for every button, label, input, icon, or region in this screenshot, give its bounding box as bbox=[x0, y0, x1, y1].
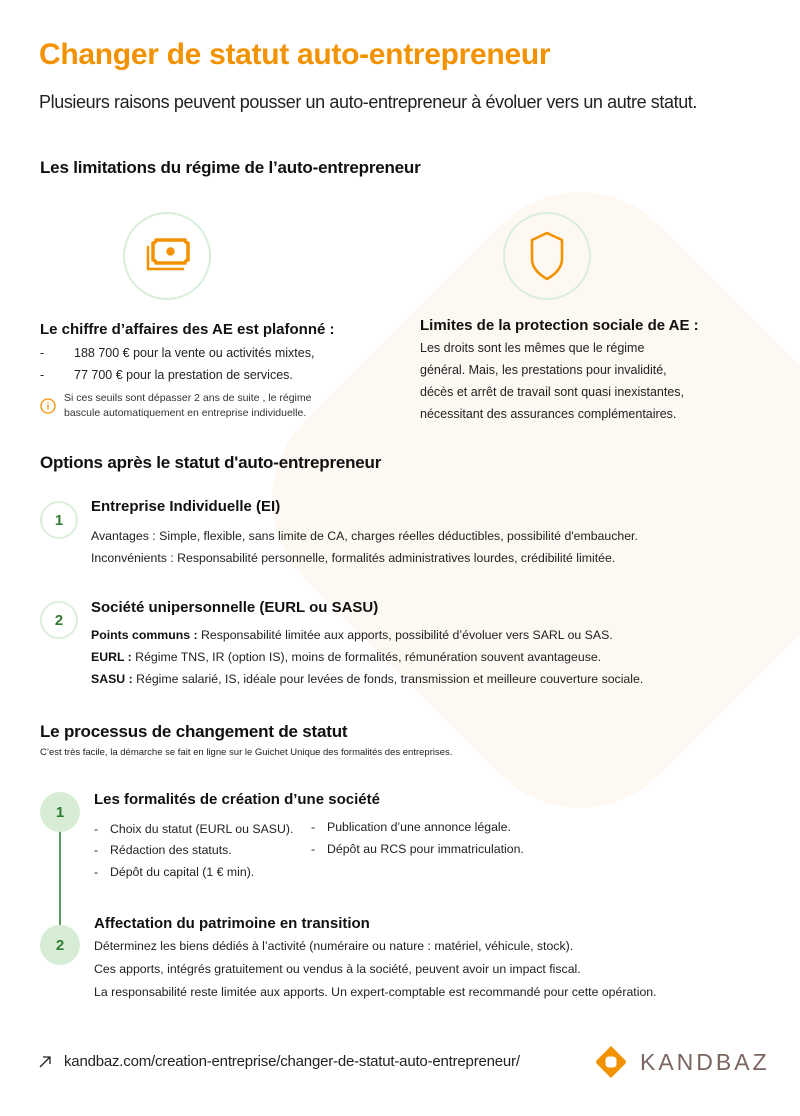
social-protection-title: Limites de la protection sociale de AE : bbox=[420, 317, 699, 334]
arrow-up-right-icon bbox=[38, 1055, 52, 1069]
step-bullet: - Rédaction des statuts. bbox=[94, 843, 232, 857]
shield-icon-circle bbox=[503, 212, 591, 300]
page-subtitle: Plusieurs raisons peuvent pousser un auto-entrepreneur à évoluer vers un autre statut. bbox=[39, 92, 698, 112]
step-title: Les formalités de création d’une société bbox=[94, 791, 380, 808]
step-title: Affectation du patrimoine en transition bbox=[94, 915, 370, 932]
timeline-connector bbox=[59, 820, 61, 930]
step-bullet: - Dépôt du capital (1 € min). bbox=[94, 865, 255, 879]
step-number-badge: 2 bbox=[40, 925, 80, 965]
limitations-heading: Les limitations du régime de l’auto-entrepreneur bbox=[40, 158, 421, 177]
info-icon bbox=[40, 398, 56, 414]
options-heading: Options après le statut d'auto-entrepreneur bbox=[40, 453, 382, 472]
option-number-badge: 2 bbox=[40, 601, 78, 639]
source-url[interactable]: kandbaz.com/creation-entreprise/changer-de-statut-auto-entrepreneur/ bbox=[64, 1053, 520, 1070]
money-icon bbox=[142, 236, 192, 276]
option-sasu: SASU : Régime salarié, IS, idéale pour levées de fonds, transmission et meilleure couverture sociale. bbox=[91, 672, 644, 686]
step-text: Déterminez les biens dédiés à l’activité (numéraire ou nature : matériel, véhicule, stock). bbox=[94, 939, 574, 953]
process-heading: Le processus de changement de statut bbox=[40, 722, 348, 741]
step-number-badge: 1 bbox=[40, 792, 80, 832]
money-icon-circle bbox=[123, 212, 211, 300]
step-bullet: - Choix du statut (EURL ou SASU). bbox=[94, 822, 294, 836]
page-title: Changer de statut auto-entrepreneur bbox=[39, 38, 551, 71]
revenue-bullet: - 77 700 € pour la prestation de services. bbox=[40, 368, 293, 382]
option-title: Société unipersonnelle (EURL ou SASU) bbox=[91, 599, 379, 616]
brand-name: KANDBAZ bbox=[640, 1048, 770, 1075]
kandbaz-logo-icon bbox=[594, 1045, 628, 1079]
option-eurl: EURL : Régime TNS, IR (option IS), moins de formalités, rémunération souvent avantageuse. bbox=[91, 650, 602, 664]
step-bullet: - Dépôt au RCS pour immatriculation. bbox=[311, 842, 524, 856]
revenue-bullet: - 188 700 € pour la vente ou activités mixtes, bbox=[40, 346, 315, 360]
revenue-cap-title: Le chiffre d’affaires des AE est plafonné : bbox=[40, 321, 335, 338]
option-title: Entreprise Individuelle (EI) bbox=[91, 498, 281, 515]
source-link[interactable] bbox=[38, 1053, 520, 1070]
step-text: Ces apports, intégrés gratuitement ou vendus à la société, peuvent avoir un impact fiscal. bbox=[94, 962, 581, 976]
step-bullet: - Publication d’une annonce légale. bbox=[311, 820, 511, 834]
step-text: La responsabilité reste limitée aux apports. Un expert-comptable est recommandé pour cette opération. bbox=[94, 985, 657, 999]
option-common-points: Points communs : Responsabilité limitée aux apports, possibilité d’évoluer vers SARL ou SAS. bbox=[91, 628, 613, 642]
social-protection-text: Les droits sont les mêmes que le régime général. Mais, les prestations pour invalidité, décès et arrêt de travail sont quasi inexistantes, nécessitant des assurances complémentaires. bbox=[420, 341, 685, 421]
shield-icon bbox=[525, 229, 569, 283]
option-disadvantages: Inconvénients : Responsabilité personnelle, formalités administratives lourdes, crédibilité limitée. bbox=[91, 551, 616, 565]
process-subtitle: C’est très facile, la démarche se fait en ligne sur le Guichet Unique des formalités des entreprises. bbox=[40, 747, 453, 758]
threshold-note: Si ces seuils sont dépasser 2 ans de suite , le régime bascule automatiquement en entreprise individuelle. bbox=[40, 391, 311, 421]
option-advantages: Avantages : Simple, flexible, sans limite de CA, charges réelles déductibles, possibilité d'embaucher. bbox=[91, 529, 638, 543]
brand-logo bbox=[594, 1045, 770, 1079]
option-number-badge: 1 bbox=[40, 501, 78, 539]
